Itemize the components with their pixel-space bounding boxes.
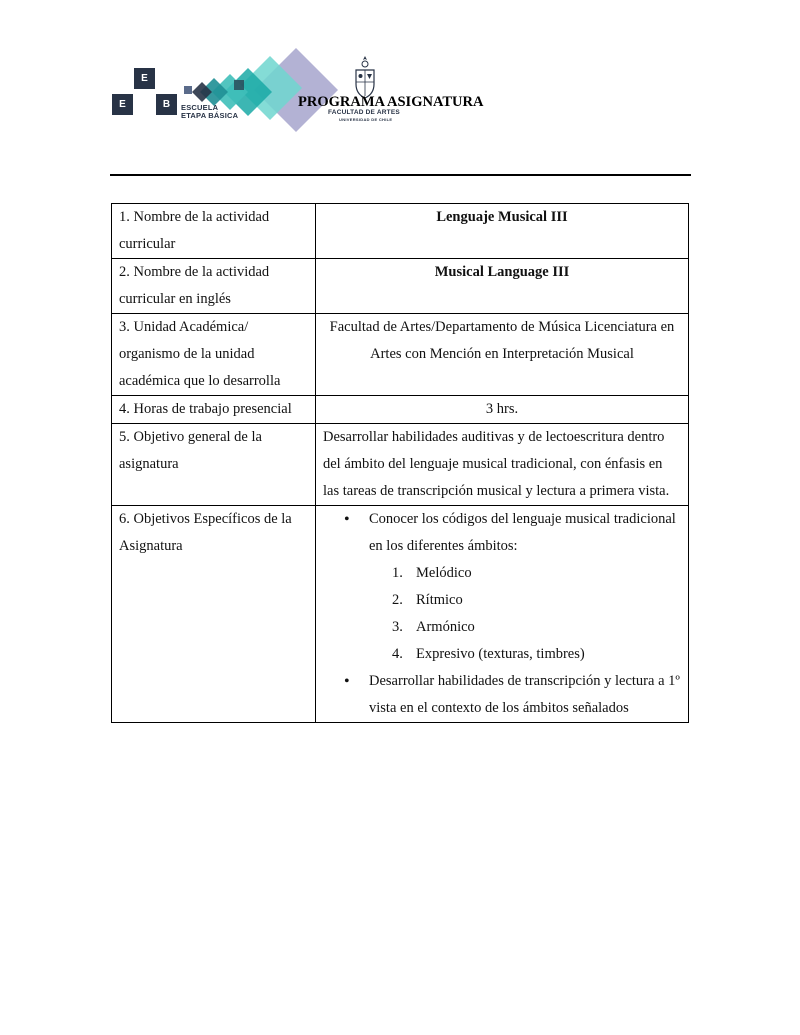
logo-letter-e-top: E xyxy=(134,68,155,89)
ambito-item xyxy=(392,614,681,641)
facultad-label: FACULTAD DE ARTES xyxy=(328,109,400,116)
header-divider xyxy=(110,174,691,176)
logo-letter-e-bottom: E xyxy=(112,94,133,115)
page-header xyxy=(0,0,800,140)
ambito-number: 4. xyxy=(392,646,403,662)
course-info-table xyxy=(111,203,689,723)
row-label: 5. Objetivo general de la asignatura xyxy=(112,424,316,506)
row-label: 4. Horas de trabajo presencial xyxy=(112,396,316,424)
ambito-number: 3. xyxy=(392,619,403,635)
ambito-number: 1. xyxy=(392,565,403,581)
program-title: PROGRAMA ASIGNATURA xyxy=(298,94,484,110)
table-row xyxy=(112,424,689,506)
table-row xyxy=(112,396,689,424)
universidad-label: UNIVERSIDAD DE CHILE xyxy=(339,117,393,122)
course-name-english-value: Musical Language III xyxy=(316,259,689,314)
ambitos-list xyxy=(369,560,681,668)
ambito-item xyxy=(392,560,681,587)
row-label: 3. Unidad Académica/ organismo de la unidad académica que lo desarrolla xyxy=(112,314,316,396)
objectives-list xyxy=(323,506,681,722)
objective-text: Desarrollar habilidades de transcripción y lectura a 1º vista en el contexto de los ámbitos señalados xyxy=(369,673,680,716)
hours-value: 3 hrs. xyxy=(316,396,689,424)
specific-objectives-value xyxy=(316,506,689,723)
diamond-logo-graphic xyxy=(178,44,358,134)
logo-letter-b: B xyxy=(156,94,177,115)
school-line-2: ETAPA BÁSICA xyxy=(181,111,239,120)
table-row xyxy=(112,506,689,723)
academic-unit-value: Facultad de Artes/Departamento de Música Licenciatura en Artes con Mención en Interpretación Musical xyxy=(316,314,689,396)
ambito-text: Melódico xyxy=(416,565,472,581)
objective-item xyxy=(369,506,681,668)
table-row xyxy=(112,314,689,396)
row-label: 1. Nombre de la actividad curricular xyxy=(112,204,316,259)
eeb-logo xyxy=(112,68,178,124)
row-label: 2. Nombre de la actividad curricular en inglés xyxy=(112,259,316,314)
ambito-item xyxy=(392,641,681,668)
general-objective-value: Desarrollar habilidades auditivas y de lectoescritura dentro del ámbito del lenguaje musical tradicional, con énfasis en las tareas de transcripción musical y lectura a primera vista. xyxy=(316,424,689,506)
ambito-text: Rítmico xyxy=(416,592,463,608)
ambito-text: Expresivo (texturas, timbres) xyxy=(416,646,585,662)
objective-item xyxy=(369,668,681,722)
school-line-1: ESCUELA xyxy=(181,103,219,112)
ambito-text: Armónico xyxy=(416,619,475,635)
objective-text: Conocer los códigos del lenguaje musical tradicional en los diferentes ámbitos: xyxy=(369,511,676,554)
table-row xyxy=(112,204,689,259)
row-label: 6. Objetivos Específicos de la Asignatura xyxy=(112,506,316,723)
table-row xyxy=(112,259,689,314)
ambito-item xyxy=(392,587,681,614)
ambito-number: 2. xyxy=(392,592,403,608)
course-name-value: Lenguaje Musical III xyxy=(316,204,689,259)
